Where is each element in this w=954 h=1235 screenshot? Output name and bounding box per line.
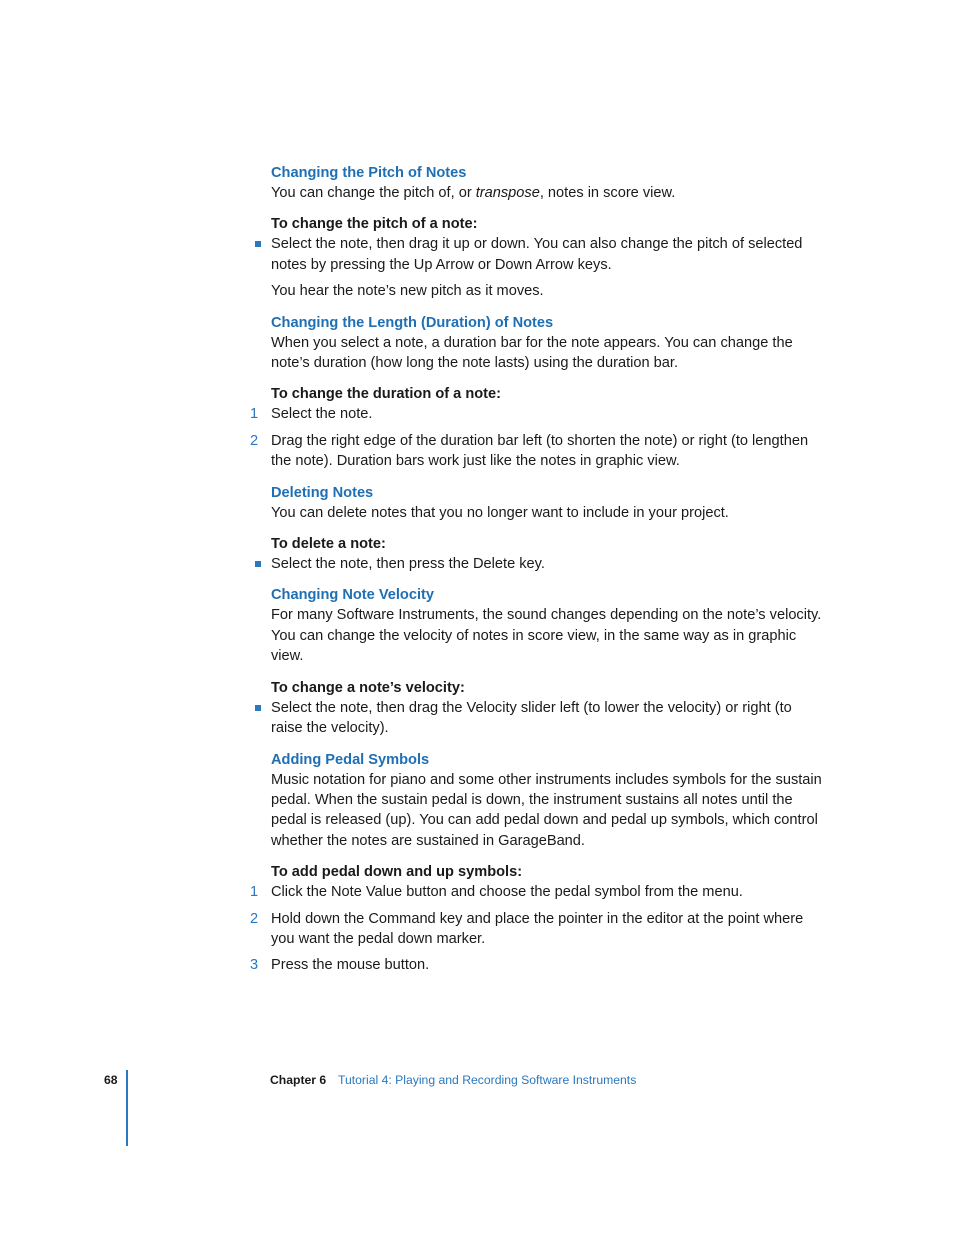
- section-pitch: [271, 163, 827, 302]
- task-heading: To change the duration of a note:: [271, 386, 501, 403]
- bullet-item: [271, 554, 827, 574]
- step-number: 1: [250, 406, 259, 423]
- section-heading: Changing Note Velocity: [271, 587, 434, 604]
- task-heading: To delete a note:: [271, 536, 386, 553]
- bullet-text: Select the note, then drag it up or down. You can also change the pitch of selected notes by pressing the Up Arrow or Down Arrow keys.: [271, 236, 803, 273]
- bullet-item: [271, 698, 827, 739]
- square-bullet-icon: [255, 241, 261, 247]
- step-text: Select the note.: [271, 406, 373, 423]
- footer-divider: [126, 1070, 128, 1146]
- step-number: 3: [250, 957, 259, 974]
- task-heading: To change the pitch of a note:: [271, 216, 478, 233]
- step-text: Drag the right edge of the duration bar left (to shorten the note) or right (to lengthen the note). Duration bars work just like the notes in graphic view.: [271, 432, 809, 470]
- chapter-label: Chapter 6: [270, 1073, 327, 1087]
- section-duration: [250, 313, 827, 472]
- section-intro: You can delete notes that you no longer want to include in your project.: [271, 504, 729, 521]
- followup-text: You hear the note’s new pitch as it moves.: [271, 283, 544, 300]
- step-item: [250, 431, 827, 472]
- section-pedal: [250, 750, 827, 976]
- step-item: [250, 404, 827, 424]
- step-number: 2: [250, 910, 259, 927]
- step-item: [250, 882, 827, 902]
- task-heading: To add pedal down and up symbols:: [271, 864, 523, 881]
- section-intro: When you select a note, a duration bar for the note appears. You can change the note’s duration (how long the note lasts) using the duration bar.: [271, 334, 793, 372]
- step-item: [250, 909, 827, 950]
- section-intro: For many Software Instruments, the sound changes depending on the note’s velocity. You can change the velocity of notes in score view, in the same way as in graphic view.: [271, 607, 822, 665]
- section-heading: Changing the Pitch of Notes: [271, 165, 467, 181]
- section-velocity: [271, 585, 827, 738]
- intro-emphasis: transpose: [475, 185, 540, 201]
- chapter-title: Tutorial 4: Playing and Recording Software Instruments: [338, 1073, 637, 1087]
- intro-text: You can change the pitch of, or: [271, 185, 476, 201]
- section-heading: Changing the Length (Duration) of Notes: [271, 314, 554, 331]
- section-intro: Music notation for piano and some other instruments includes symbols for the sustain pedal. When the sustain pedal is down, the instrument sustains all notes until the pedal is released (up). You can add pedal down and pedal up symbols, which control whether the notes are sustained in GarageBand.: [271, 771, 822, 849]
- square-bullet-icon: [255, 561, 261, 567]
- bullet-text: Select the note, then drag the Velocity slider left (to lower the velocity) or right (to raise the velocity).: [271, 699, 792, 737]
- section-heading: Deleting Notes: [271, 484, 374, 501]
- bullet-text: Select the note, then press the Delete key.: [271, 556, 545, 573]
- page-content: [250, 163, 827, 976]
- square-bullet-icon: [255, 705, 261, 711]
- section-deleting: [271, 483, 827, 575]
- bullet-item: [271, 234, 827, 275]
- step-number: 1: [250, 884, 259, 901]
- step-text: Hold down the Command key and place the pointer in the editor at the point where you want the pedal down marker.: [271, 910, 804, 947]
- section-intro: [271, 183, 827, 203]
- section-heading: Adding Pedal Symbols: [271, 751, 430, 768]
- step-number: 2: [250, 432, 259, 449]
- step-text: Press the mouse button.: [271, 957, 430, 974]
- step-item: [250, 955, 827, 975]
- intro-text: , notes in score view.: [539, 185, 676, 201]
- step-text: Click the Note Value button and choose the pedal symbol from the menu.: [271, 884, 743, 901]
- task-heading: To change a note’s velocity:: [271, 679, 465, 696]
- page-number: 68: [104, 1073, 118, 1087]
